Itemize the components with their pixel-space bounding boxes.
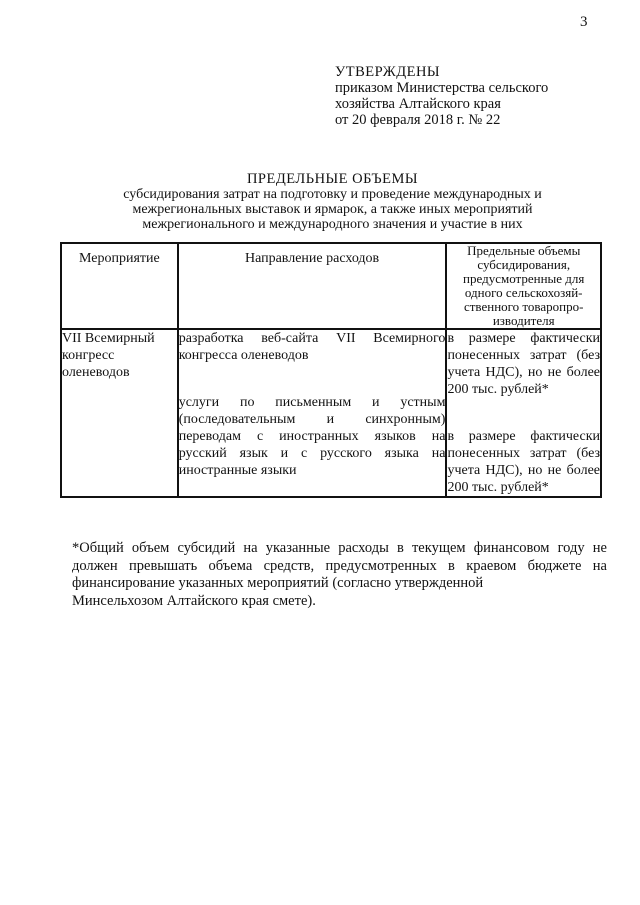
- limits-table: [60, 242, 602, 498]
- direction-item: разработка веб-сайта VII Всемирного конгресса оленеводов: [178, 331, 446, 363]
- footnote-last-line: Минсельхозом Алтайского края смете).: [72, 592, 316, 609]
- table-header-row: [61, 243, 601, 329]
- table-row: [61, 329, 601, 497]
- header-direction: Направление расходов: [178, 243, 447, 329]
- footnote: [72, 540, 607, 610]
- event-name-line: оленеводов: [62, 365, 130, 380]
- title-line: субсидирования затрат на подготовку и проведение международных и: [123, 187, 542, 202]
- header-limits-line: предусмотренные для: [463, 271, 585, 286]
- approval-line: хозяйства Алтайского края: [335, 96, 501, 112]
- footnote-text: *Общий объем субсидий на указанные расходы в текущем финансовом году не должен превышать объема средств, предусмотренных в краевом бюджете на финансирование указанных мероприятий (согласно утвержденной: [72, 540, 607, 591]
- page-number: 3: [580, 14, 588, 30]
- document-title: [60, 172, 605, 232]
- title-main: ПРЕДЕЛЬНЫЕ ОБЪЕМЫ: [246, 171, 419, 187]
- header-event: Мероприятие: [61, 243, 178, 329]
- header-limits-line: изводителя: [492, 313, 555, 328]
- approval-block: [335, 64, 625, 128]
- approval-line: приказом Министерства сельского: [335, 80, 549, 96]
- title-line: межрегиональных выставок и ярмарок, а также иных мероприятий: [132, 202, 533, 217]
- event-name-line: VII Всемирный: [62, 331, 155, 346]
- title-line: межрегионального и международного значения и участие в них: [142, 217, 523, 232]
- limit-item: в размере фактически понесенных затрат (без учета НДС), но не более 200 тыс. рублей*: [447, 331, 600, 397]
- limit-item: в размере фактически понесенных затрат (без учета НДС), но не более 200 тыс. рублей*: [447, 429, 600, 495]
- header-limits-line: ственного товаропро-: [463, 299, 584, 314]
- header-limits-line: одного сельскохозяй-: [464, 285, 583, 300]
- header-limits-line: субсидирования,: [477, 257, 571, 272]
- header-limits-line: Предельные объемы: [467, 243, 581, 258]
- event-cell: [61, 329, 178, 497]
- direction-cell: [178, 329, 447, 497]
- approval-heading: УТВЕРЖДЕНЫ: [335, 64, 441, 80]
- approval-date: от 20 февраля 2018 г. № 22: [335, 112, 501, 128]
- event-name-line: конгресс: [62, 348, 115, 363]
- limit-cell: [446, 329, 601, 497]
- direction-item: услуги по письменным и устным (последовательным и синхронным) переводам с иностранных языков на русский язык и с русского языка на иностранные языки: [178, 395, 446, 478]
- header-limits: [446, 243, 601, 329]
